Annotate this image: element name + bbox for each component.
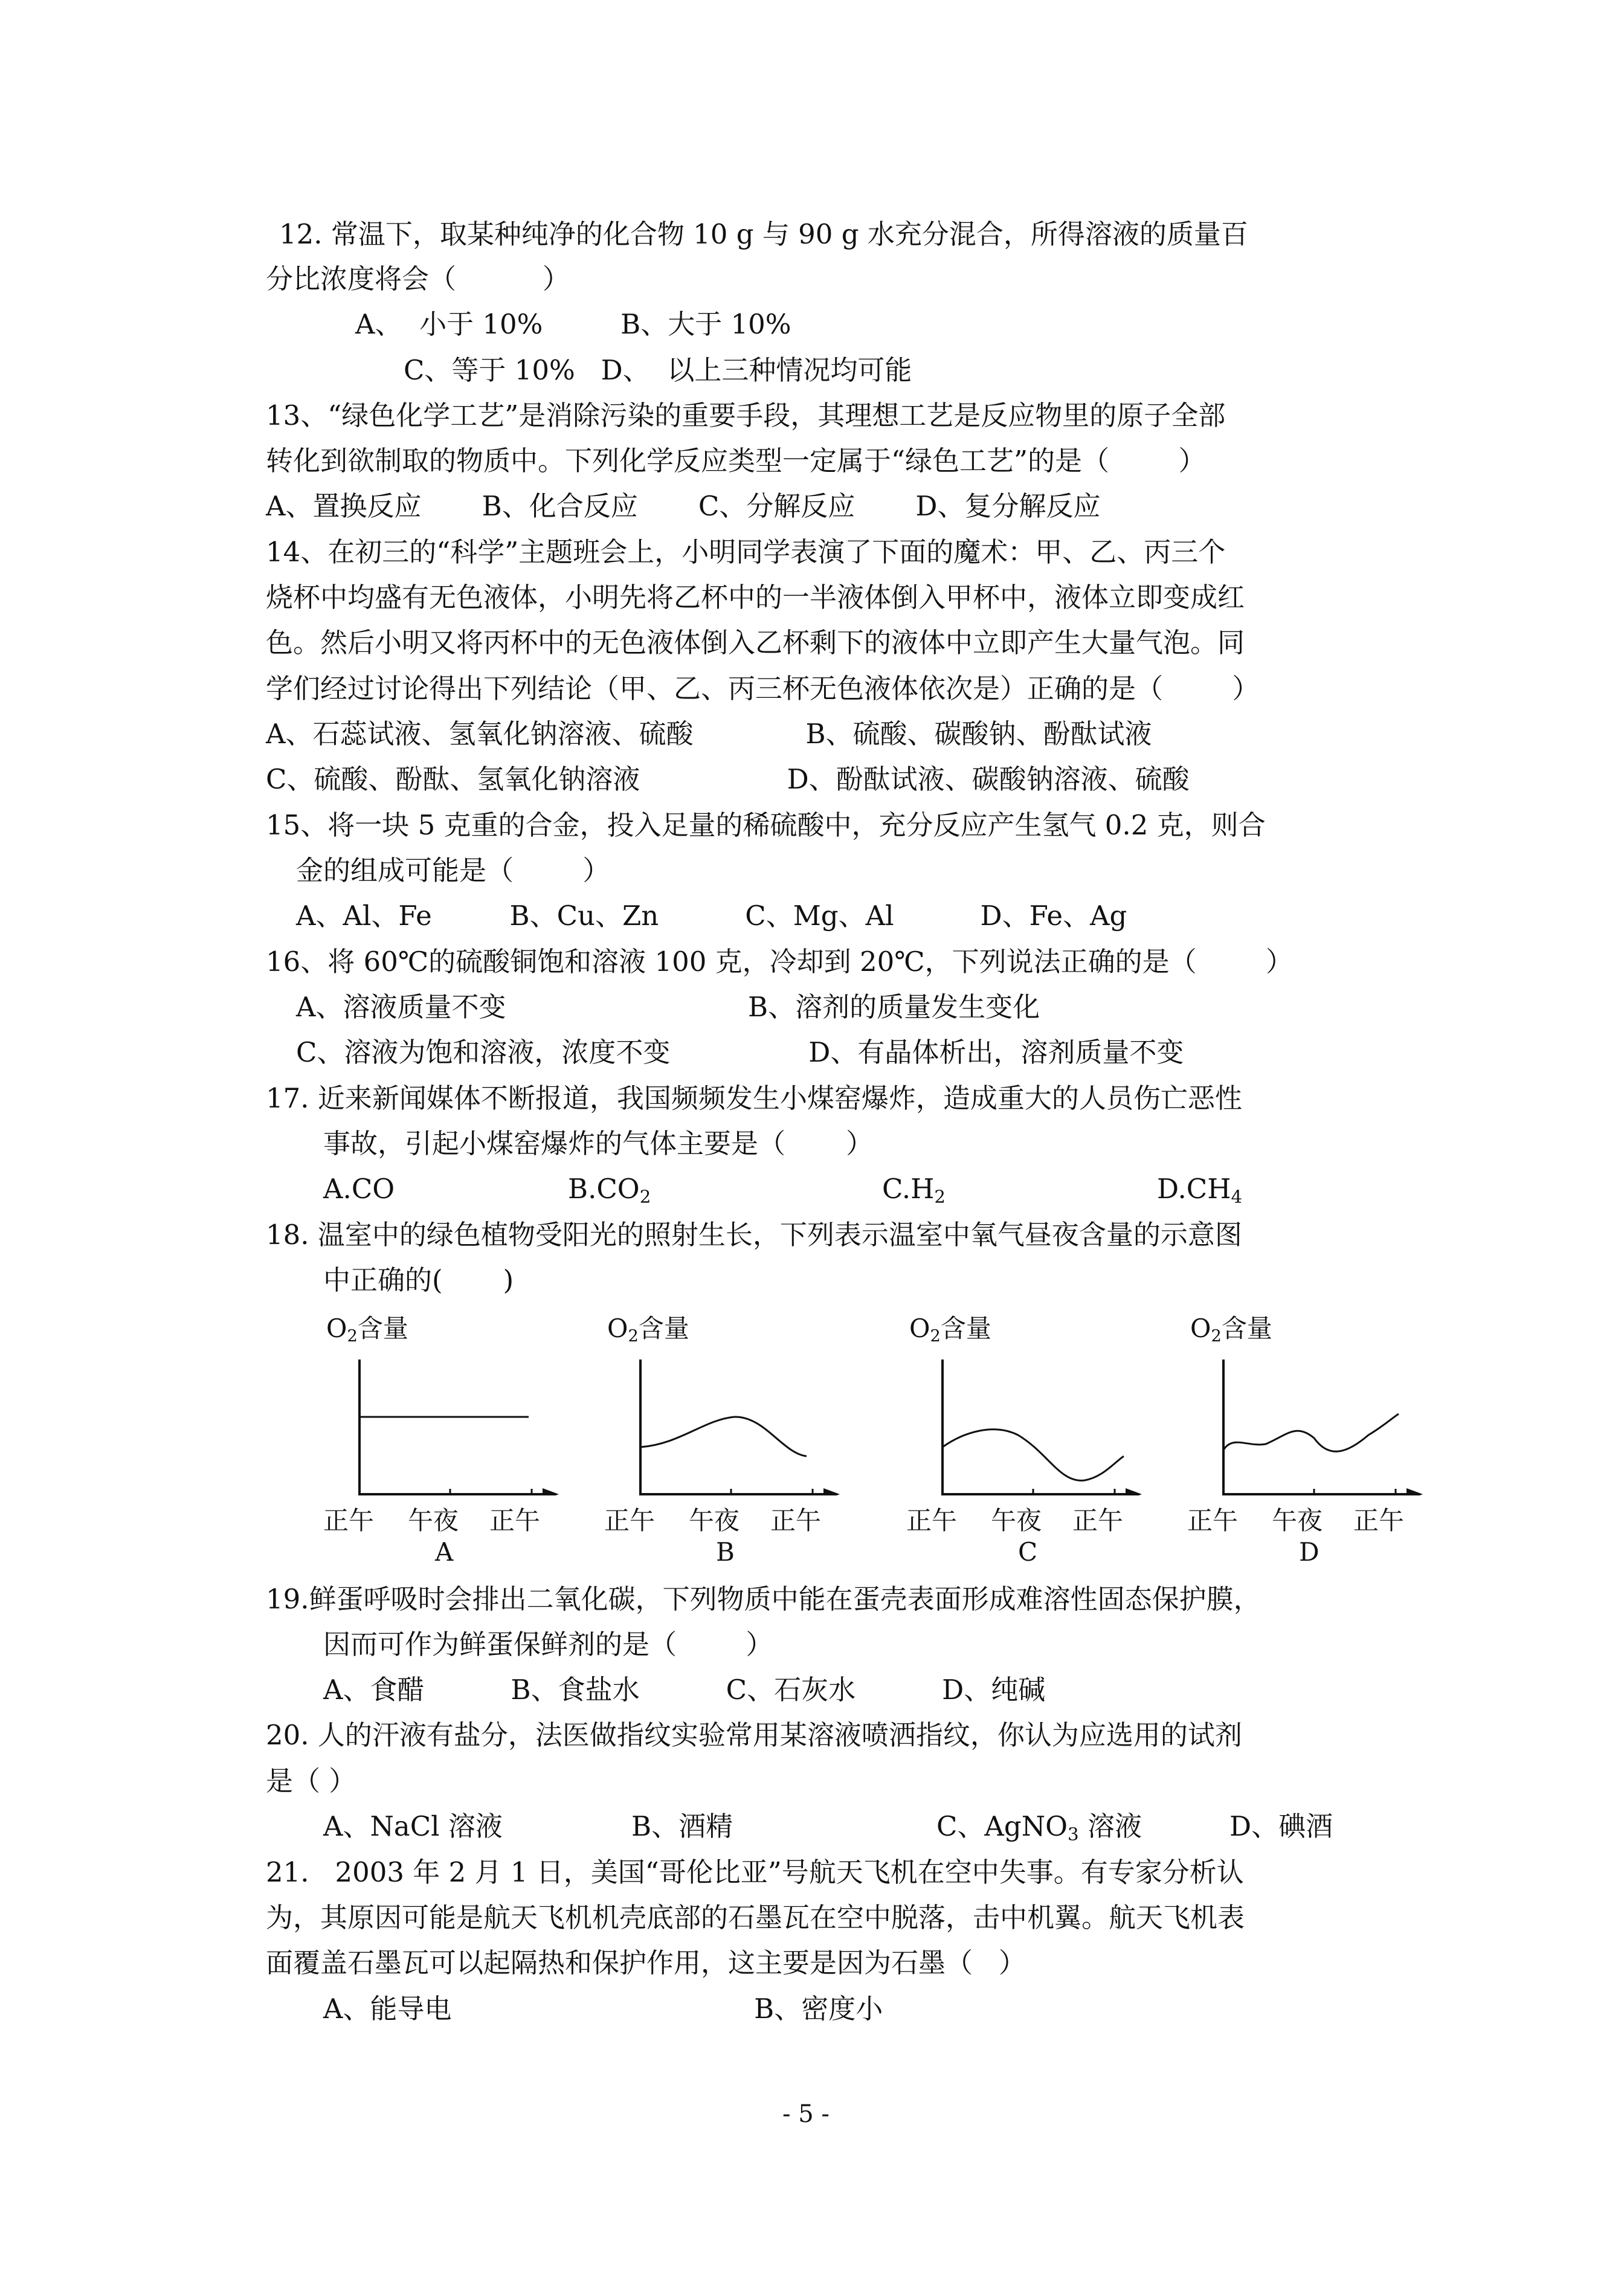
text-line: 面覆盖石墨瓦可以起隔热和保护作用，这主要是因为石墨（ ） [266,1947,1026,1979]
q17-option: A.CO [323,1173,395,1205]
graph-xtick-label: 正午 [1353,1506,1405,1535]
graph-letter: B [716,1537,735,1567]
q17-option: $B.CO_2$ [568,1173,651,1207]
graph-ylabel: $O_2$含量 [909,1314,991,1346]
q20-option: C、AgNO$_3$ 溶液 [936,1810,1142,1845]
text-line: 18. 温室中的绿色植物受阳光的照射生长，下列表示温室中氧气昼夜含量的示意图 [266,1219,1242,1251]
text-line: 分比浓度将会（ ） [266,263,570,295]
text-line: 烧杯中均盛有无色液体，小明先将乙杯中的一半液体倒入甲杯中，液体立即变成红 [266,581,1245,613]
graph-xtick-label: 午夜 [991,1506,1042,1535]
graph-ylabel: $O_2$含量 [326,1314,408,1346]
q17-option: $C.H_2$ [882,1173,946,1207]
text-line: A、石蕊试液、氢氧化钠溶液、硫酸 B、硫酸、碳酸钠、酚酞试液 [266,718,1152,750]
graph-x-arrow [1126,1488,1142,1495]
q17-option: $D.CH_4$ [1157,1173,1243,1207]
graph-xtick-label: 正午 [1072,1506,1124,1535]
graph-ylabel: $O_2$含量 [1190,1314,1272,1346]
o2-graph-c [906,1314,1151,1568]
graph-xtick-label: 正午 [604,1506,656,1535]
q20-option: A、NaCl 溶液 [323,1810,503,1842]
text-line: A、Al、Fe B、Cu、Zn C、Mg、Al D、Fe、Ag [296,900,1127,932]
text-line: 17. 近来新闻媒体不断报道，我国频频发生小煤窑爆炸，造成重大的人员伤亡恶性 [266,1082,1242,1114]
o2-graph-d [1187,1314,1432,1568]
graph-xtick-label: 正午 [770,1506,822,1535]
graph-xtick-label: 午夜 [408,1506,459,1535]
text-line: 色。然后小明又将丙杯中的无色液体倒入乙杯剩下的液体中立即产生大量气泡。同 [266,627,1245,659]
o2-graph-a [323,1314,568,1568]
graph-curve [640,1417,807,1456]
graph-plot [1190,1314,1432,1495]
text-line: A、置换反应 B、化合反应 C、分解反应 D、复分解反应 [266,490,1101,522]
graph-x-arrow [1406,1488,1423,1495]
graph-x-arrow [543,1488,559,1495]
graph-xtick-label: 午夜 [1272,1506,1323,1535]
text-line: 12. 常温下，取某种纯净的化合物 10 g 与 90 g 水充分混合，所得溶液的质量百 [279,218,1248,250]
text-line: 为，其原因可能是航天飞机机壳底部的石墨瓦在空中脱落，击中机翼。航天飞机表 [266,1901,1245,1934]
graph-xtick-label: 正午 [489,1506,541,1535]
graph-xtick-label: 午夜 [689,1506,740,1535]
graph-plot [326,1314,568,1495]
o2-graph-b [604,1314,849,1568]
text-line: 学们经过讨论得出下列结论（甲、乙、丙三杯无色液体依次是）正确的是（ ） [266,672,1260,705]
graph-ylabel: $O_2$含量 [607,1314,689,1346]
q20-option: D、碘酒 [1229,1810,1333,1842]
text-line: 13、“绿色化学工艺”是消除污染的重要手段，其理想工艺是反应物里的原子全部 [266,399,1226,431]
text-line: A、 小于 10% B、大于 10% [355,308,791,340]
graph-x-arrow [823,1488,840,1495]
text-line: 15、将一块 5 克重的合金，投入足量的稀硫酸中，充分反应产生氢气 0.2 克，则合 [266,809,1266,841]
text-line: C、等于 10% D、 以上三种情况均可能 [404,354,912,386]
text-line: 21. 2003 年 2 月 1 日，美国“哥伦比亚”号航天飞机在空中失事。有专家分析认 [266,1856,1244,1888]
graph-curve [1223,1414,1399,1451]
text-line: A、食醋 B、食盐水 C、石灰水 D、纯碱 [323,1674,1046,1706]
graph-xtick-label: 正午 [906,1506,958,1535]
page-number: - 5 - [782,2100,830,2128]
graph-xtick-label: 正午 [1187,1506,1239,1535]
text-line: 是（ ） [266,1765,356,1797]
graph-curve [942,1430,1124,1481]
graph-plot [607,1314,849,1495]
q20-option: B、酒精 [631,1810,733,1842]
text-line: 16、将 60℃的硫酸铜饱和溶液 100 克，冷却到 20℃，下列说法正确的是（ ） [266,946,1294,978]
text-line: 转化到欲制取的物质中。下列化学反应类型一定属于“绿色工艺”的是（ ） [266,445,1206,477]
text-line: 中正确的( ) [323,1264,514,1296]
text-line: 金的组成可能是（ ） [296,854,610,886]
text-line: C、溶液为饱和溶液，浓度不变 D、有晶体析出，溶剂质量不变 [296,1036,1184,1068]
text-line: A、能导电 B、密度小 [323,1993,883,2025]
text-line: 事故，引起小煤窑爆炸的气体主要是（ ） [323,1127,874,1160]
graph-letter: A [435,1537,454,1567]
text-line: A、溶液质量不变 B、溶剂的质量发生变化 [296,991,1040,1023]
text-line: 因而可作为鲜蛋保鲜剂的是（ ） [323,1628,773,1660]
text-line: 20. 人的汗液有盐分，法医做指纹实验常用某溶液喷洒指纹，你认为应选用的试剂 [266,1719,1242,1751]
text-line: 14、在初三的“科学”主题班会上，小明同学表演了下面的魔术：甲、乙、丙三个 [266,536,1226,568]
graph-xtick-label: 正午 [323,1506,375,1535]
text-line: C、硫酸、酚酞、氢氧化钠溶液 D、酚酞试液、碳酸钠溶液、硫酸 [266,763,1190,795]
graph-letter: C [1018,1537,1038,1567]
text-line: 19.鲜蛋呼吸时会排出二氧化碳，下列物质中能在蛋壳表面形成难溶性固态保护膜， [266,1583,1261,1615]
graph-letter: D [1299,1537,1320,1567]
graph-plot [909,1314,1151,1495]
